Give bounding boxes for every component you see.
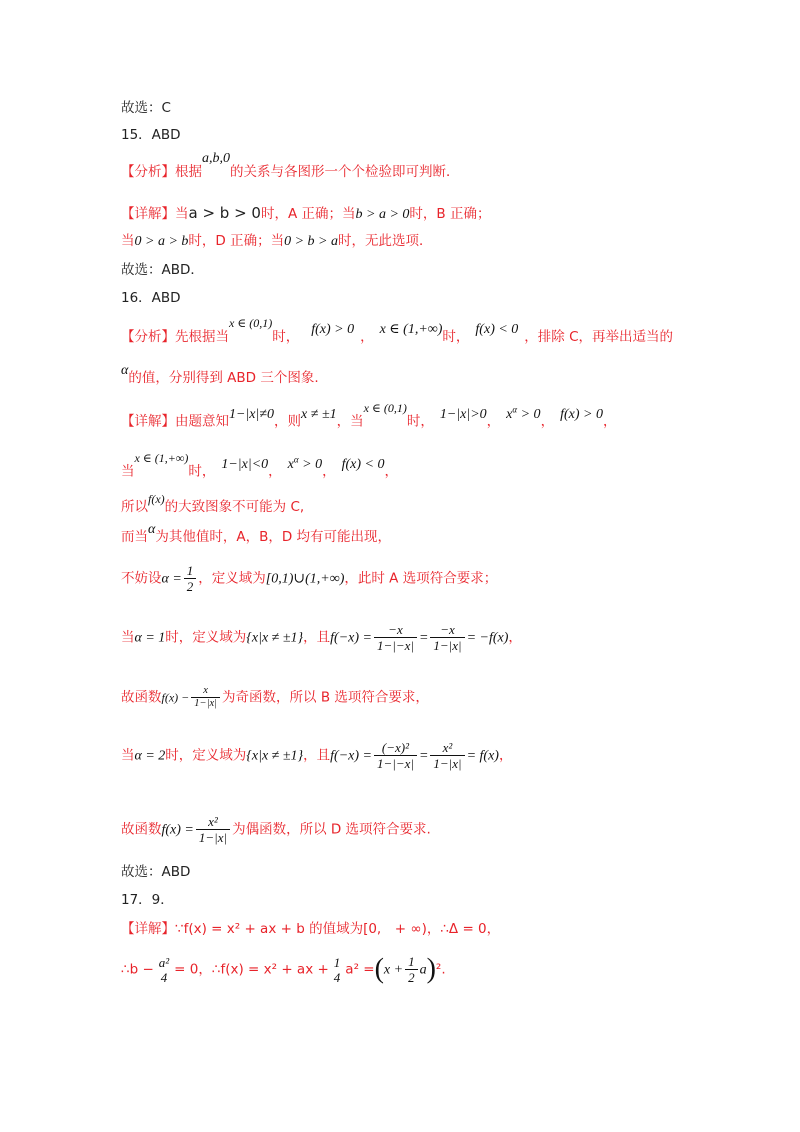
math-interval: x ∈ (0,1)	[363, 400, 407, 415]
detail-text: ∴b −	[121, 961, 154, 978]
math-expression: x +	[383, 962, 404, 978]
detail-text: 为奇函数，所以 B 选项符合要求，	[222, 689, 429, 706]
detail-text: ，当	[336, 413, 364, 430]
detail-text: 时，定义域为	[165, 747, 247, 764]
detail-text: 时，A 正确；当	[260, 206, 356, 222]
math-condition: 1−|x|<0	[221, 456, 269, 472]
math-function: f(x) −	[161, 690, 190, 705]
detail-text: ，	[268, 463, 282, 480]
math-inequality: 0 > a > b	[134, 234, 189, 249]
detail-text: ，且	[303, 747, 331, 764]
math-interval: x ∈ (0,1)	[229, 316, 273, 330]
detail-15-line2	[121, 231, 433, 252]
detail-16-line1	[121, 400, 617, 433]
answer-text: 故选：C	[121, 100, 171, 116]
math-interval: x ∈ (1,+∞)	[379, 322, 443, 337]
detail-text: = 0，∴f(x) = x² + ax +	[174, 961, 329, 978]
question-number-15	[121, 125, 181, 145]
detail-text: ，	[384, 463, 398, 480]
detail-text: 当	[121, 747, 135, 764]
question-number-17	[121, 890, 174, 910]
fraction: $\frac{x}{1-|x|}$	[191, 685, 220, 710]
math-domain: [0,1)∪(1,+∞)	[265, 571, 345, 587]
answer-line-14	[121, 98, 171, 118]
detail-text: 为其他值时，A，B，D 均有可能出现，	[155, 529, 392, 545]
math-variable: a	[419, 962, 427, 978]
detail-text: ，此时 A 选项符合要求；	[344, 570, 498, 587]
fraction: $\frac{\text{(−x)²}}{1-|-x|}$	[374, 740, 417, 771]
detail-text: 不妨设	[121, 570, 162, 587]
detail-tag: 【详解】由题意知	[121, 413, 229, 430]
fraction: a² 4	[158, 954, 170, 985]
detail-text: 为偶函数，所以 D 选项符合要求.	[232, 821, 431, 838]
detail-text: ，	[508, 629, 522, 646]
paren-right: )	[426, 953, 436, 985]
fraction: $\frac{\text{x²}}{1-|x|}$	[196, 814, 230, 845]
math-condition: 1−|x|≠0	[229, 406, 275, 422]
detail-16-line3	[121, 492, 305, 517]
detail-text: 时，B 正确；	[409, 206, 491, 222]
detail-text: ∵f(x) = x² + ax + b 的值域为[0, + ∞)，∴Δ = 0，	[175, 921, 501, 937]
detail-text: ，	[540, 413, 555, 430]
fraction: $\frac{\text{x²}}{1-|x|}$	[430, 740, 464, 771]
detail-16-line5	[121, 563, 497, 594]
detail-text: 当	[121, 463, 135, 480]
detail-text: ，定义域为	[198, 570, 266, 587]
detail-text: 所以	[121, 499, 148, 515]
analysis-text: 时，	[442, 329, 470, 345]
fraction-one-half: $\frac{1}{2}$	[184, 563, 197, 594]
math-function: f(x)	[148, 492, 165, 506]
detail-text: 时，D 正确；当	[188, 233, 285, 249]
detail-16-line4	[121, 522, 392, 548]
analysis-text: ，	[360, 329, 374, 345]
detail-text: 时，	[188, 463, 216, 480]
fraction: 1 4	[333, 954, 341, 985]
detail-text: ，	[322, 463, 336, 480]
detail-text: ，	[602, 413, 617, 430]
math-domain: {x|x ≠ ±1}	[246, 748, 304, 764]
detail-tag: 【详解】	[121, 921, 175, 937]
math-eq: =	[418, 630, 429, 646]
analysis-text: 的关系与各图形一个个检验即可判断．	[230, 164, 460, 180]
math-alpha: α	[121, 363, 129, 378]
question-label: 16．ABD	[121, 290, 181, 306]
math-alpha-eq: α = 1	[134, 630, 166, 646]
math-alpha: α	[148, 522, 156, 537]
math-abc: a,b,0	[202, 151, 230, 166]
math-eq: =	[418, 748, 429, 764]
answer-text: 故选：ABD．	[121, 262, 204, 278]
math-inequality: b > a > 0	[355, 207, 410, 222]
math-function: = f(x)	[466, 748, 499, 764]
paren-left: (	[374, 953, 384, 985]
detail-16-line8	[121, 740, 512, 771]
detail-tag: 【详解】当	[121, 206, 189, 222]
math-alpha-eq: α =	[161, 571, 182, 587]
detail-text: a² =	[345, 961, 375, 978]
detail-text: 时，	[406, 413, 434, 430]
math-function: f(−x) =	[330, 630, 372, 646]
detail-17-line2	[121, 954, 446, 985]
analysis-16-cont	[121, 363, 319, 389]
detail-15-line1	[121, 203, 490, 225]
math-inequality: f(x) > 0	[311, 322, 355, 337]
math-inequality: f(x) < 0	[475, 322, 519, 337]
answer-line-16	[121, 862, 190, 882]
math-alpha-eq: α = 2	[134, 748, 166, 764]
detail-17-line1	[121, 919, 500, 939]
math-function: f(x) =	[161, 822, 194, 838]
math-power: $x^\alpha > 0$	[506, 404, 541, 422]
math-interval: x ∈ (1,+∞)	[134, 450, 189, 465]
detail-text: 的大致图象不可能为 C,	[164, 499, 305, 515]
detail-text: ，	[498, 747, 513, 764]
math-condition: x ≠ ±1	[301, 406, 337, 422]
detail-text: 故函数	[121, 689, 162, 706]
fraction: $\frac{1}{2}$	[405, 954, 418, 985]
detail-text: ².	[435, 961, 446, 978]
detail-text: ，且	[303, 629, 331, 646]
analysis-text: 的值，分别得到 ABD 三个图象.	[128, 370, 319, 386]
detail-text: 时，定义域为	[165, 629, 247, 646]
analysis-text: 时，	[272, 329, 300, 345]
math-function: f(−x) =	[330, 748, 372, 764]
detail-text: 当	[121, 233, 135, 249]
detail-text: ，则	[274, 413, 302, 430]
detail-text: 时，无此选项．	[338, 233, 433, 249]
fraction: $\frac{-x}{1-|x|}$	[430, 622, 464, 653]
question-label: 15．ABD	[121, 127, 181, 143]
analysis-15	[121, 151, 460, 183]
math-inequality: 0 > b > a	[284, 234, 338, 249]
question-label: 17．9．	[121, 892, 174, 908]
question-number-16	[121, 288, 181, 308]
detail-text: ，	[486, 413, 501, 430]
math-domain: {x|x ≠ ±1}	[246, 630, 304, 646]
math-power: $x^\alpha > 0$	[287, 454, 323, 472]
analysis-tag: 【分析】先根据当	[121, 329, 229, 345]
fraction: $\frac{-x}{1-|-x|}$	[374, 622, 417, 653]
detail-16-line6	[121, 622, 522, 653]
math-condition: 1−|x|>0	[439, 406, 487, 422]
math-inequality: a > b > 0	[188, 204, 261, 222]
analysis-text: ，排除 C，再举出适当的	[524, 329, 674, 345]
detail-text: 而当	[121, 529, 148, 545]
math-inequality: f(x) < 0	[341, 456, 385, 472]
math-function: = −f(x)	[466, 630, 509, 646]
detail-text: 当	[121, 629, 135, 646]
detail-16-line9	[121, 814, 431, 845]
answer-line-15	[121, 260, 204, 280]
math-inequality: f(x) > 0	[560, 406, 603, 422]
detail-16-line7	[121, 685, 429, 710]
detail-16-line2	[121, 450, 398, 483]
detail-text: 故函数	[121, 821, 162, 838]
answer-text: 故选：ABD	[121, 864, 191, 880]
analysis-tag: 【分析】根据	[121, 164, 202, 180]
analysis-16	[121, 316, 674, 348]
